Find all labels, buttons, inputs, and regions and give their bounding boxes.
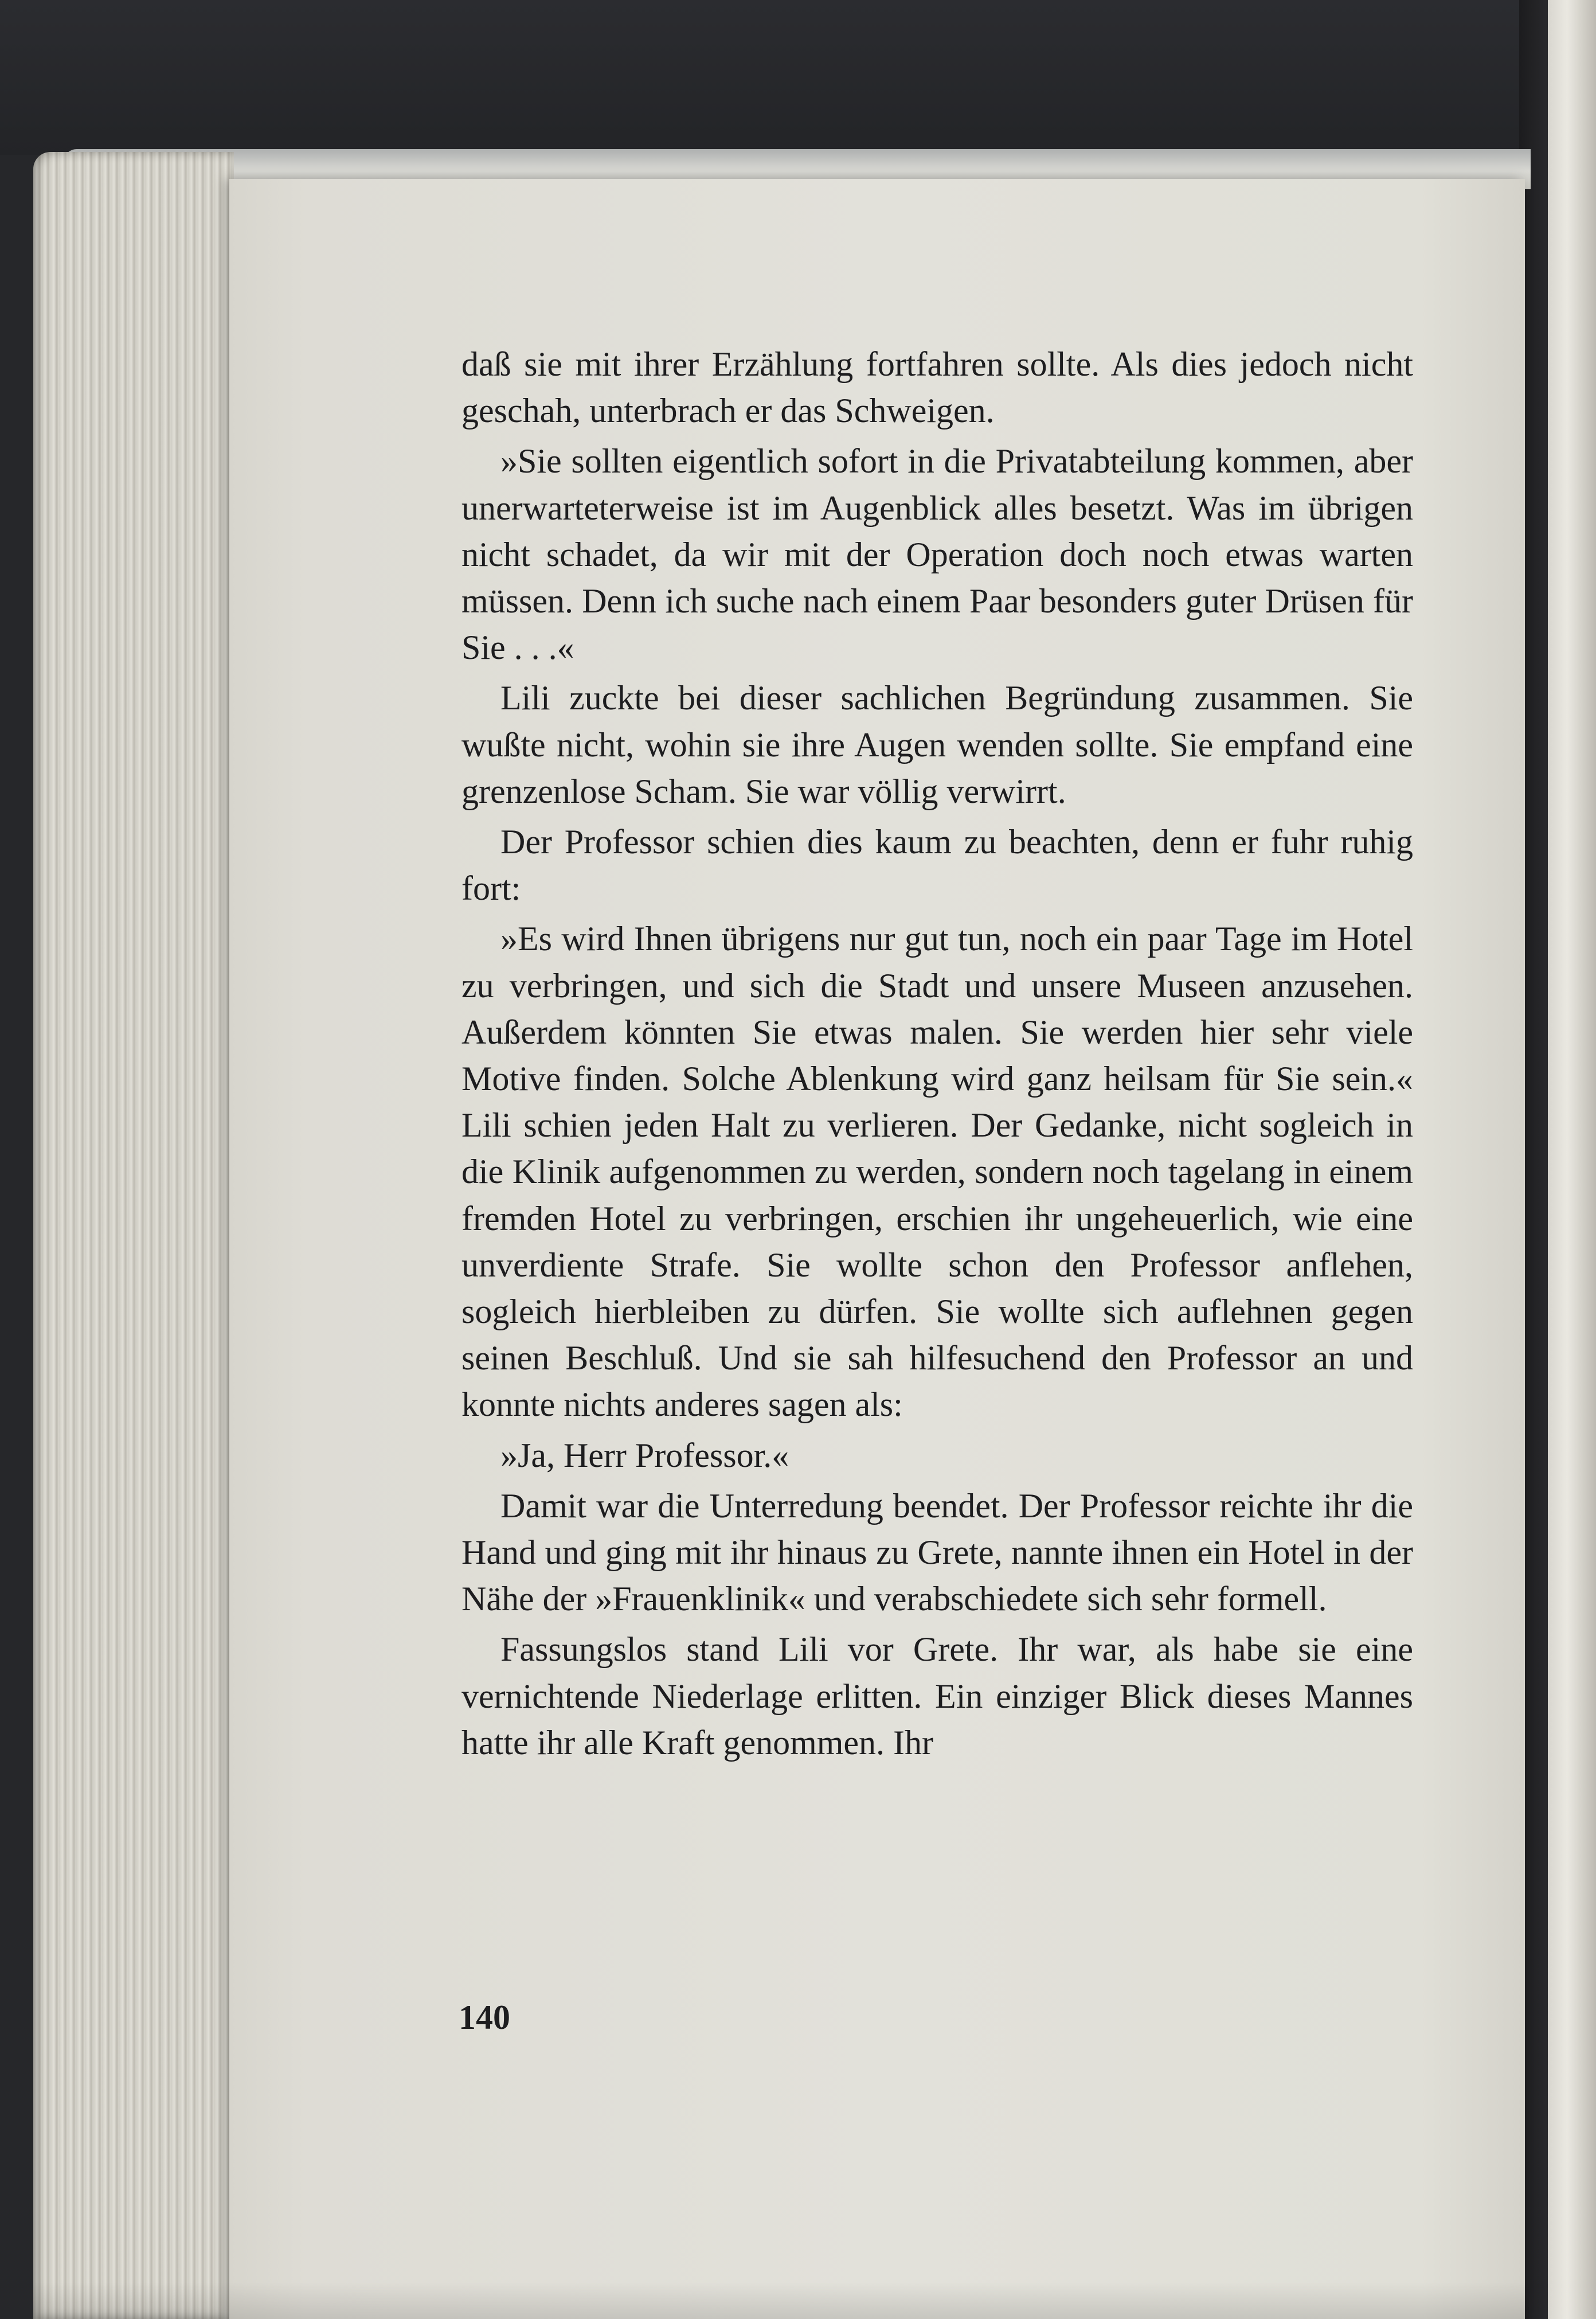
dark-background bbox=[0, 0, 1596, 155]
bottom-shadow bbox=[33, 2282, 1530, 2319]
paragraph-2: »Sie sollten eigentlich sofort in die Privatabteilung kommen, aber unerwarteterweise ist im Augenblick alles besetzt. Was im übrigen nicht schadet, da wir mit der Operation doch noch etwas warten müssen. Denn ich suche nach einem Paar besonders guter Drüsen für Sie . . .« bbox=[461, 442, 1413, 667]
paragraph-3: Lili zuckte bei dieser sachlichen Begründung zusammen. Sie wußte nicht, wohin sie ihre Augen wenden sollte. Sie empfand eine grenzenlose Scham. Sie war völlig verwirrt. bbox=[461, 679, 1413, 810]
paragraph-1: daß sie mit ihrer Erzählung fortfahren sollte. Als dies jedoch nicht geschah, unterbrach er das Schweigen. bbox=[461, 345, 1413, 430]
book-page-edges bbox=[33, 152, 234, 2319]
paragraph-8: Fassungslos stand Lili vor Grete. Ihr war, als habe sie eine vernichtende Niederlage erlitten. Ein einziger Blick dieses Mannes hatte ihr alle Kraft genommen. Ihr bbox=[461, 1630, 1413, 1762]
paragraph-4: Der Professor schien dies kaum zu beachten, denn er fuhr ruhig fort: bbox=[461, 823, 1413, 908]
paragraph-5: »Es wird Ihnen übrigens nur gut tun, noch ein paar Tage im Hotel zu verbringen, und sich die Stadt und unsere Museen anzusehen. Außerdem könnten Sie etwas malen. Sie werden hier sehr viele Motive finden. Solche Ablenkung wird ganz heilsam für Sie sein.« Lili schien jeden Halt zu verlieren. Der Gedanke, nicht sogleich in die Klinik aufgenommen zu werden, sondern noch tagelang in einem fremden Hotel zu verbringen, erschien ihr ungeheuerlich, wie eine unverdiente Strafe. Sie wollte schon den Professor anflehen, sogleich hierbleiben zu dürfen. Sie wollte sich auflehnen gegen seinen Beschluß. Und sie sah hilfesuchend den Professor an und konnte nichts anderes sagen als: bbox=[461, 920, 1413, 1424]
page-number: 140 bbox=[459, 1998, 510, 2036]
paragraph-6: »Ja, Herr Professor.« bbox=[500, 1436, 789, 1474]
page-body-text bbox=[461, 341, 1413, 1766]
facing-page-edge bbox=[1548, 0, 1596, 2319]
paragraph-7: Damit war die Unterredung beendet. Der Professor reichte ihr die Hand und ging mit ihr hinaus zu Grete, nannte ihnen ein Hotel in der Nähe der »Frauenklinik« und verabschiedete sich sehr formell. bbox=[461, 1486, 1413, 1618]
